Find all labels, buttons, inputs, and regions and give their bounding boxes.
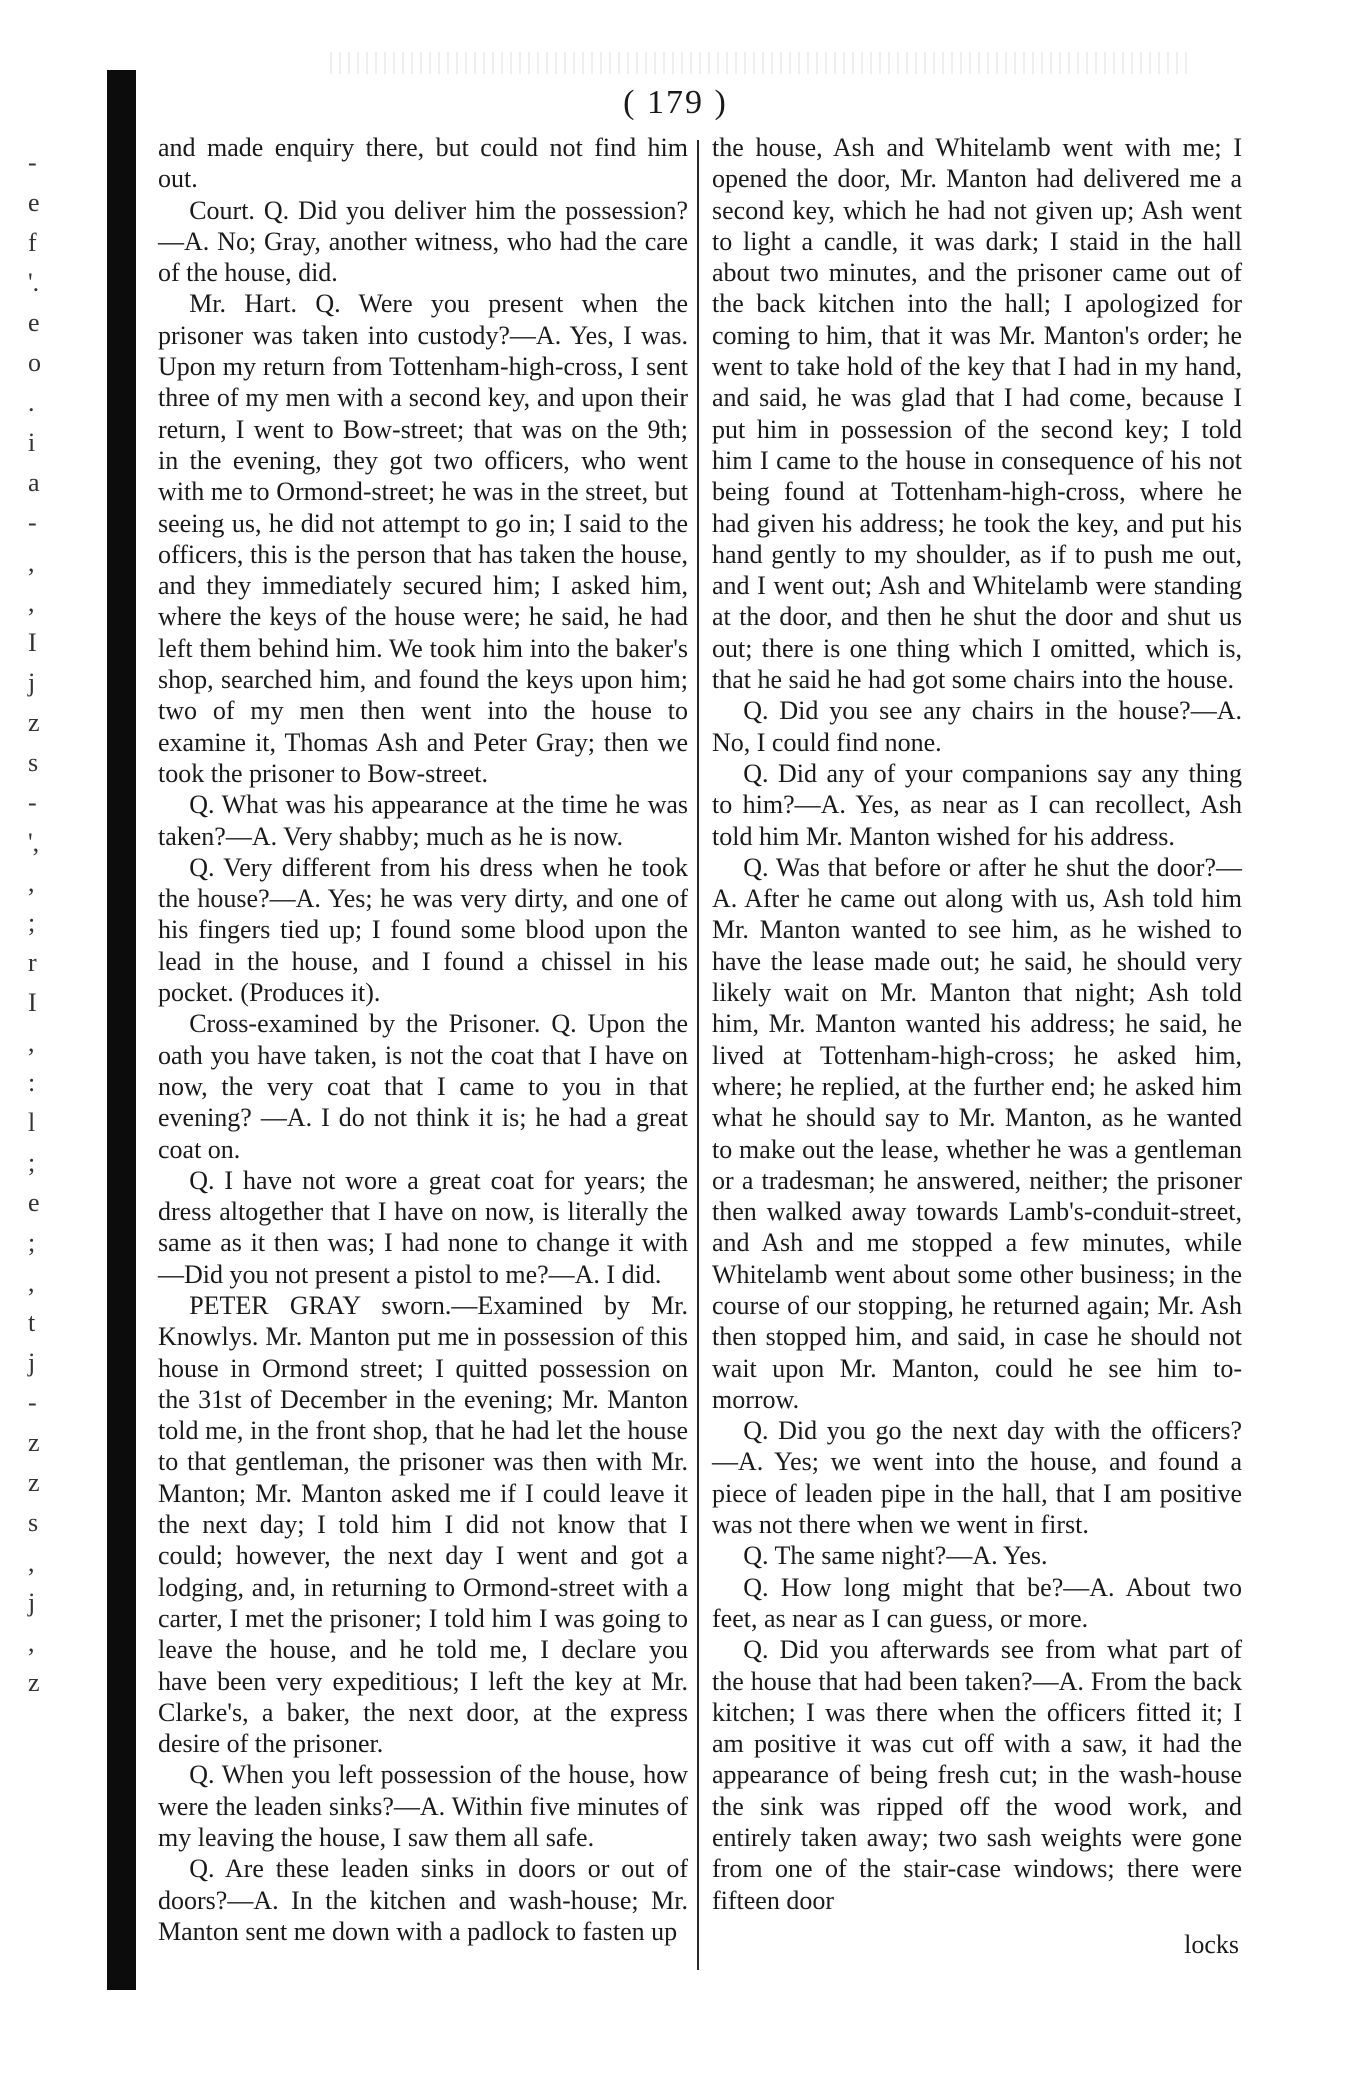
paragraph: Q. Very different from his dress when he took the house?—A. Yes; he was very dirty, and one of his fingers tied up; I found some blood upon the lead in the house, and I found a chissel in his pocket. (Produces it). xyxy=(158,852,688,1008)
margin-mark: ; xyxy=(28,908,36,937)
margin-mark: ; xyxy=(28,1228,36,1257)
paragraph: Q. Did you see any chairs in the house?—A. No, I could find none. xyxy=(712,696,1242,757)
margin-mark: , xyxy=(28,1548,35,1577)
margin-mark: z xyxy=(28,1668,40,1697)
margin-mark: . xyxy=(28,388,35,417)
margin-mark: a xyxy=(28,468,40,497)
paragraph: Q. Did you go the next day with the officers? —A. Yes; we went into the house, and found a piece of leaden pipe in the hall, that I am positive was not there when we went in first. xyxy=(712,1416,1242,1540)
margin-mark: , xyxy=(28,1268,35,1297)
margin-mark: I xyxy=(28,628,37,657)
margin-mark: - xyxy=(28,508,37,537)
paragraph: Q. When you left possession of the house, how were the leaden sinks?—A. Within five minutes of my leaving the house, I saw them all safe. xyxy=(158,1760,688,1853)
margin-mark: s xyxy=(28,748,39,777)
binding-edge xyxy=(107,70,136,1990)
margin-mark: , xyxy=(28,1028,35,1057)
margin-mark: o xyxy=(28,348,41,377)
margin-mark: s xyxy=(28,1508,39,1537)
margin-mark: - xyxy=(28,1388,37,1417)
margin-mark: j xyxy=(28,1348,36,1377)
paragraph: Q. Are these leaden sinks in doors or out of doors?—A. In the kitchen and wash-house; Mr. Manton sent me down with a padlock to fasten up xyxy=(158,1854,688,1946)
paragraph: Q. What was his appearance at the time he was taken?—A. Very shabby; much as he is now. xyxy=(158,790,688,851)
margin-mark: z xyxy=(28,1468,40,1497)
margin-mark: '. xyxy=(28,268,40,297)
margin-mark: j xyxy=(28,668,36,697)
margin-mark: , xyxy=(28,588,35,617)
paragraph: PETER GRAY sworn.—Examined by Mr. Knowlys. Mr. Manton put me in possession of this house in Ormond street; I quitted possession on the 31st of December in the evening; Mr. Manton told me, in the front shop, that he had let the house to that gentleman, the prisoner was then with Mr. Manton; Mr. Manton asked me if I could leave it the next day; I told him I did not know that I could; however, the next day I went and got a lodging, and, in returning to Ormond-street with a carter, I met the prisoner; I told him I was going to leave the house, and he told me, I declare you have been very expeditious; I left the key at Mr. Clarke's, a baker, the next door, at the express desire of the prisoner. xyxy=(158,1290,688,1759)
paragraph: and made enquiry there, but could not find him out. xyxy=(158,133,688,194)
paragraph: Q. How long might that be?—A. About two feet, as near as I can guess, or more. xyxy=(712,1572,1242,1633)
paragraph: Q. The same night?—A. Yes. xyxy=(743,1541,1048,1571)
margin-mark: i xyxy=(28,428,36,457)
paragraph: Cross-examined by the Prisoner. Q. Upon the oath you have taken, is not the coat that I have on now, the very coat that I came to you in that evening? —A. I do not think it is; he had a great coat on. xyxy=(158,1009,688,1164)
paragraph: Q. Did you afterwards see from what part of the house that had been taken?—A. From the back kitchen; I was there when the officers fitted it; I am positive it was cut off with a saw, it had the appearance of being fresh cut; in the wash-house the sink was ripped off the wood work, and entirely taken away; two sash weights were gone from one of the stair-case windows; there were fifteen door xyxy=(712,1635,1242,1915)
paragraph: Q. Was that before or after he shut the door?— A. After he came out along with us, Ash told him Mr. Manton wanted to see him, as he wished to have the lease made out; he said, he should very likely wait on Mr. Manton that night; Ash told him, Mr. Manton wanted his address; he said, he lived at Tottenham-high-cross; he asked him, where; he replied, at the further end; he asked him what he should say to Mr. Manton, as he wanted to make out the lease, whether he was a gentleman or a tradesman; he answered, neither; the prisoner then walked away towards Lamb's-conduit-street, and Ash and me stopped a few minutes, while Whitelamb went about some other business; in the course of our stopping, he returned again; Mr. Ash then stopped him, and said, in case he should not wait upon Mr. Manton, could he see him to-morrow. xyxy=(712,852,1242,1414)
margin-mark: l xyxy=(28,1108,36,1137)
catchword: locks xyxy=(1184,1930,1239,1959)
paragraph: Mr. Hart. Q. Were you present when the prisoner was taken into custody?—A. Yes, I was. Upon my return from Tottenham-high-cross, I sent three of my men with a second key, and upon their return, I went to Bow-street; that was on the 9th; in the evening, they got two officers, who went with me to Ormond-street; he was in the street, but seeing us, he did not attempt to go in; I said to the officers, this is the person that has taken the house, and they immediately secured him; I asked him, where the keys of the house were; he said, he had left them behind him. We took him into the baker's shop, searched him, and found the keys upon him; two of my men then went into the house to examine it, Thomas Ash and Peter Gray; then we took the prisoner to Bow-street. xyxy=(158,289,688,788)
scan-artifact xyxy=(330,52,1190,74)
paragraph: the house, Ash and Whitelamb went with me; I opened the door, Mr. Manton had delivered me a second key, which he had not given up; Ash went to light a candle, it was dark; I staid in the hall about two minutes, and the prisoner came out of the back kitchen into the hall; I apologized for coming to him, that it was Mr. Manton's order; he went to take hold of the key that I had in my hand, and said, he was glad that I had come, because I put him in possession of the second key; I told him I came to the house in consequence of his not being found at Tottenham-high-cross, where he had given his address; he took the key, and put his hand gently to my shoulder, as if to push me out, and I went out; Ash and Whitelamb were standing at the door, and then he shut the door and shut us out; there is one thing which I omitted, which is, that he said he had got some chairs into the house. xyxy=(712,133,1242,695)
margin-marks xyxy=(28,148,68,1708)
margin-mark: e xyxy=(28,188,40,217)
column-divider xyxy=(697,140,699,1970)
margin-mark: e xyxy=(28,1188,40,1217)
margin-mark: - xyxy=(28,788,37,817)
paragraph: Court. Q. Did you deliver him the possession? —A. No; Gray, another witness, who had the care of the house, did. xyxy=(158,195,688,288)
paragraph: Q. Did any of your companions say any thing to him?—A. Yes, as near as I can recollect, Ash told him Mr. Manton wished for his address. xyxy=(712,758,1242,851)
margin-mark: f xyxy=(28,228,37,257)
page-number: ( 179 ) xyxy=(623,84,728,121)
margin-mark: r xyxy=(28,948,37,977)
left-column xyxy=(158,132,688,1947)
margin-mark: I xyxy=(28,988,37,1017)
margin-mark: - xyxy=(28,148,37,177)
margin-mark: t xyxy=(28,1308,36,1337)
margin-mark: z xyxy=(28,1428,40,1457)
right-column xyxy=(712,132,1242,1916)
margin-mark: ; xyxy=(28,1148,36,1177)
margin-mark: j xyxy=(28,1588,36,1617)
margin-mark: , xyxy=(28,1628,35,1657)
margin-mark: : xyxy=(28,1068,36,1097)
paragraph: Q. I have not wore a great coat for years; the dress altogether that I have on now, is literally the same as it then was; I had none to change it with —Did you not present a pistol to me?—A. I did. xyxy=(158,1165,688,1289)
margin-mark: , xyxy=(28,868,35,897)
margin-mark: e xyxy=(28,308,40,337)
margin-mark: , xyxy=(28,548,35,577)
margin-mark: z xyxy=(28,708,40,737)
margin-mark: ', xyxy=(28,828,40,857)
